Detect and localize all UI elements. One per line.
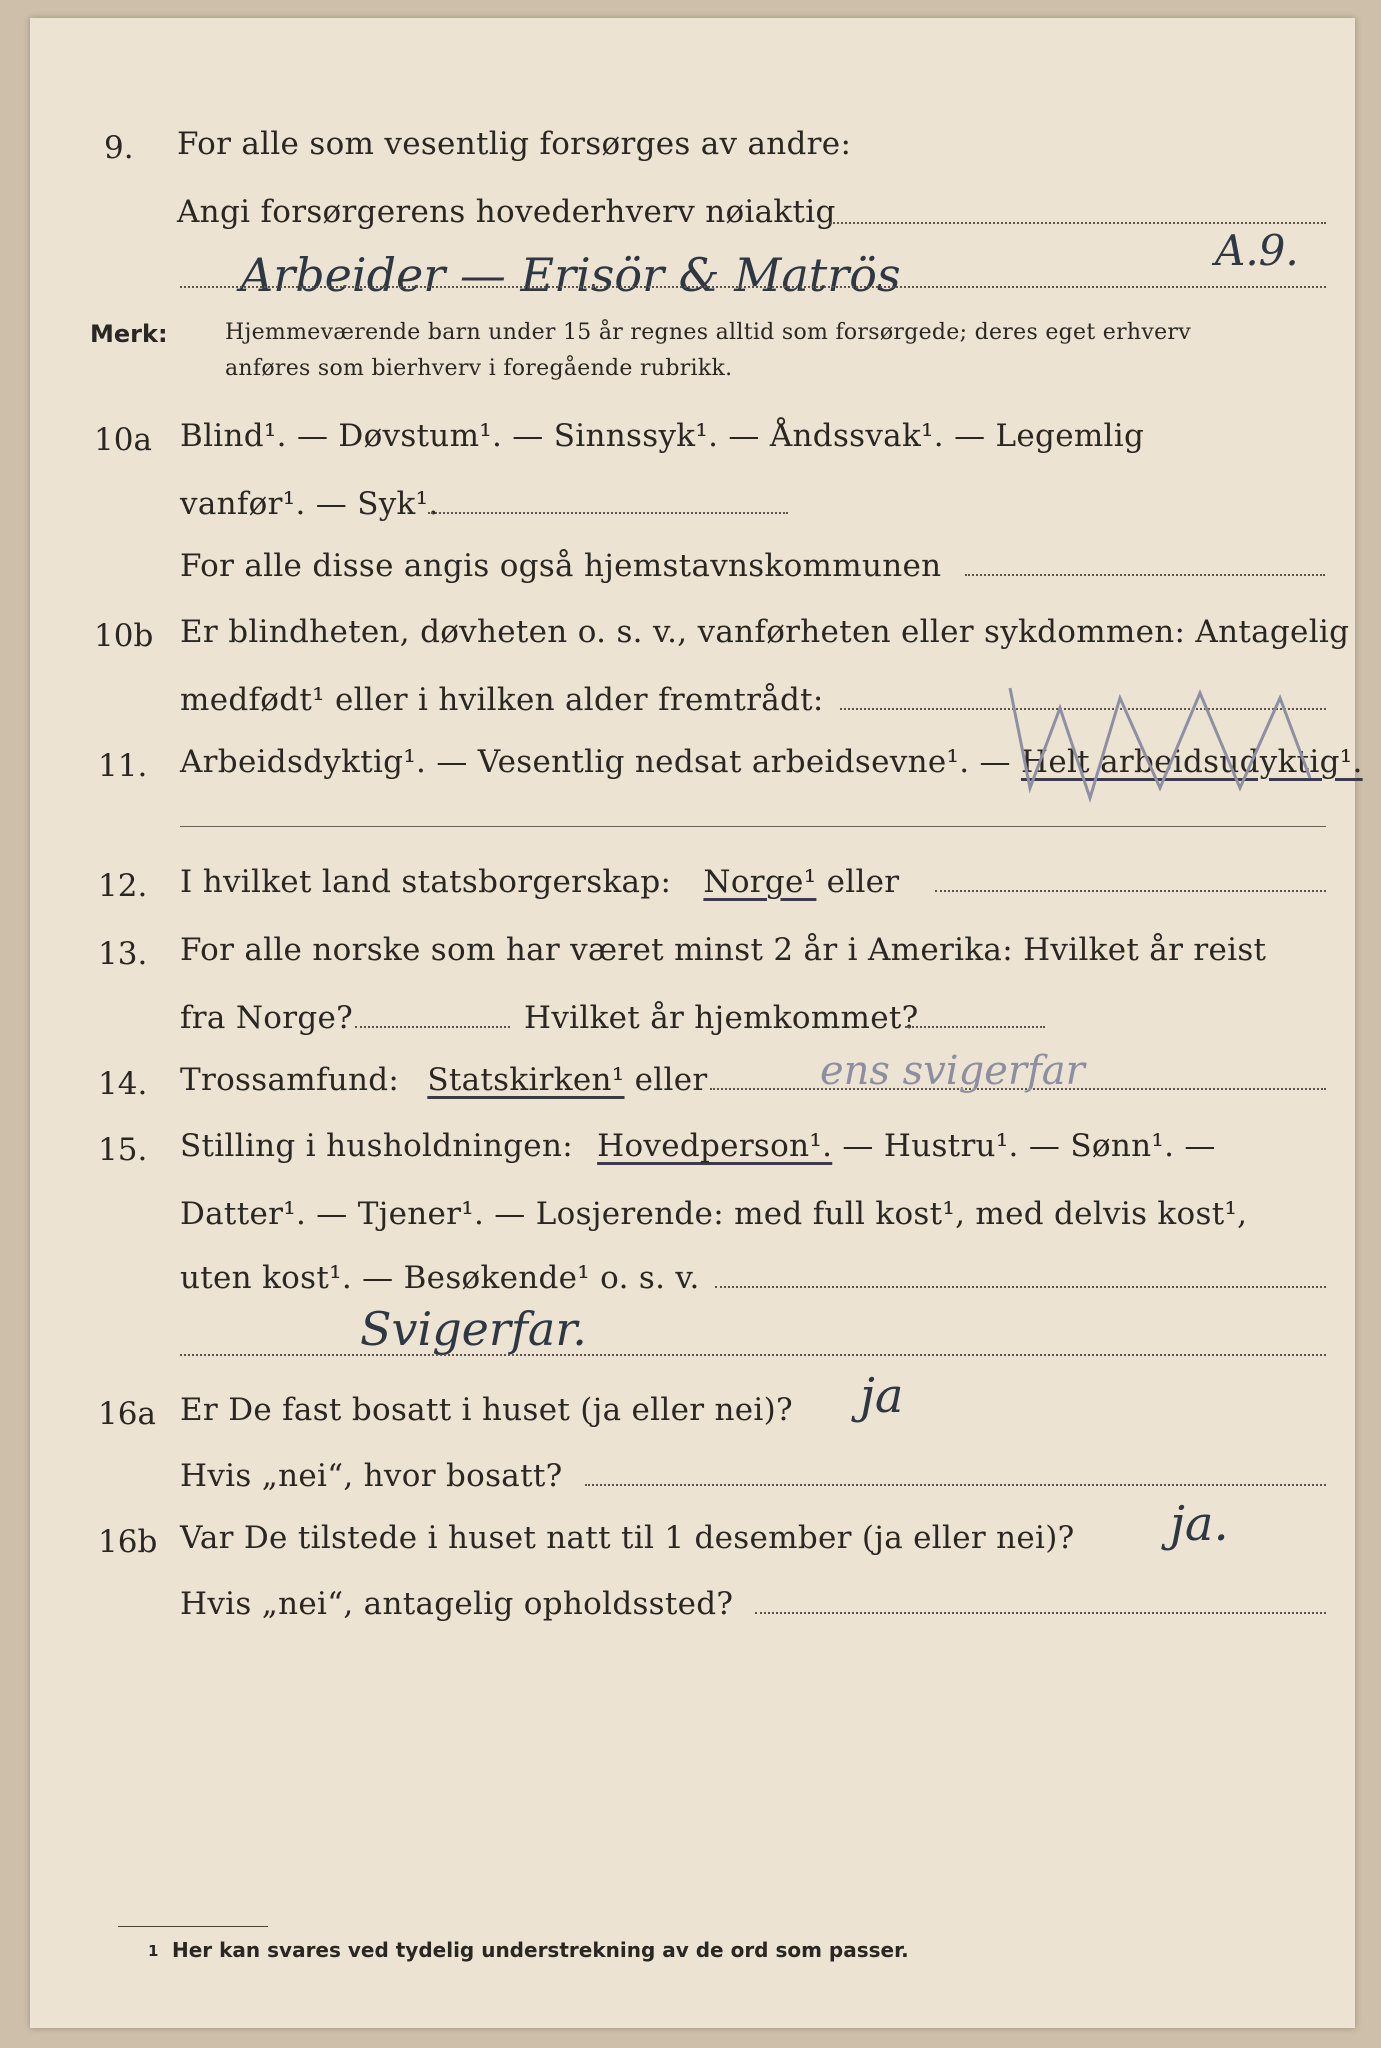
q15-answer-line — [180, 1354, 1326, 1356]
q16b-handwritten-answer: ja. — [1170, 1496, 1229, 1552]
q15-underlined-answer: Hovedperson¹. — [597, 1128, 833, 1164]
q15-handwritten-answer: Svigerfar. — [360, 1302, 587, 1356]
q14-text — [180, 1062, 708, 1098]
merk-line2: anføres som bierhverv i foregående rubrikk. — [225, 356, 733, 381]
q10a-dotted-line-1 — [428, 512, 788, 514]
q16a-handwritten-answer: ja — [860, 1368, 904, 1424]
q10a-line3: For alle disse angis også hjemstavnskommunen — [180, 548, 942, 584]
q11-number: 11. — [98, 748, 148, 784]
merk-label: Merk: — [90, 320, 168, 348]
q12-number: 12. — [98, 868, 148, 904]
q16a-line1: Er De fast bosatt i huset (ja eller nei)? — [180, 1392, 793, 1428]
q9-handwritten-mark: A.9. — [1215, 226, 1299, 275]
q16a-dotted-line — [585, 1484, 1326, 1486]
q15-line3: uten kost¹. — Besøkende¹ o. s. v. — [180, 1260, 700, 1296]
q15-dotted-line — [715, 1286, 1326, 1288]
merk-line1: Hjemmeværende barn under 15 år regnes alltid som forsørgede; deres eget erhverv — [225, 320, 1191, 345]
q11-pencil-scribble — [990, 668, 1330, 818]
q13-line2a: fra Norge? — [180, 1000, 354, 1036]
q14-number: 14. — [98, 1066, 148, 1102]
q13-number: 13. — [98, 936, 148, 972]
q15-line2: Datter¹. — Tjener¹. — Losjerende: med full kost¹, med delvis kost¹, — [180, 1196, 1248, 1232]
q11-underlined-answer: Helt arbeidsudyktig¹. — [1020, 744, 1363, 780]
q12-dotted-line — [935, 890, 1326, 892]
q15-line1 — [180, 1128, 1216, 1164]
q10b-line1: Er blindheten, døvheten o. s. v., vanførheten eller sykdommen: Antagelig — [180, 614, 1350, 650]
q10a-line2: vanfør¹. — Syk¹. — [180, 486, 439, 522]
q16b-dotted-line — [755, 1612, 1326, 1614]
q10b-line2: medfødt¹ eller i hvilken alder fremtrådt: — [180, 682, 824, 718]
q16b-line2: Hvis „nei“, antagelig opholdssted? — [180, 1586, 734, 1622]
q15-line1b: — Hustru¹. — Sønn¹. — — [842, 1128, 1216, 1164]
q13-line1: For alle norske som har været minst 2 år i Amerika: Hvilket år reist — [180, 932, 1267, 968]
footnote-text: Her kan svares ved tydelig understrekning av de ord som passer. — [172, 1938, 909, 1962]
q9-answer-line — [180, 286, 1326, 288]
q16b-line1: Var De tilstede i huset natt til 1 desember (ja eller nei)? — [180, 1520, 1075, 1556]
q15-number: 15. — [98, 1132, 148, 1168]
q12-text — [180, 864, 899, 900]
q15-line1a: Stilling i husholdningen: — [180, 1128, 573, 1164]
q16b-number: 16b — [98, 1524, 158, 1560]
q10a-number: 10a — [94, 422, 152, 458]
q9-line1: For alle som vesentlig forsørges av andre: — [177, 126, 852, 162]
q9-dotted-line — [830, 222, 1326, 224]
q11-answer-line — [180, 826, 1326, 827]
q11-options: Arbeidsdyktig¹. — Vesentlig nedsat arbeidsevne¹. — — [180, 744, 1021, 780]
q16a-line2: Hvis „nei“, hvor bosatt? — [180, 1458, 563, 1494]
q9-handwritten-answer: Arbeider — Erisör & Matrös — [240, 248, 901, 302]
q12-after: eller — [826, 864, 900, 900]
q10b-number: 10b — [94, 618, 154, 654]
q12-question: I hvilket land statsborgerskap: — [180, 864, 672, 900]
q10a-line1: Blind¹. — Døvstum¹. — Sinnssyk¹. — Åndssvak¹. — Legemlig — [180, 418, 1145, 454]
q14-after: eller — [634, 1062, 708, 1098]
q14-pencil-answer: ens svigerfar — [820, 1048, 1085, 1094]
q14-underlined-answer: Statskirken¹ — [427, 1062, 625, 1098]
q14-question: Trossamfund: — [180, 1062, 400, 1098]
q13-line2b: Hvilket år hjemkommet? — [524, 1000, 919, 1036]
footnote-rule — [118, 1926, 268, 1927]
q16a-number: 16a — [98, 1396, 156, 1432]
footnote-mark: 1 — [148, 1942, 159, 1960]
census-form-page — [30, 18, 1363, 2028]
q10a-dotted-line-2 — [965, 574, 1325, 576]
q13-dotted-line-2 — [905, 1026, 1045, 1028]
q13-dotted-line-1 — [355, 1026, 510, 1028]
q9-line2: Angi forsørgerens hovederhverv nøiaktig — [177, 194, 836, 230]
q12-underlined-answer: Norge¹ — [703, 864, 817, 900]
q9-number: 9. — [104, 130, 134, 166]
